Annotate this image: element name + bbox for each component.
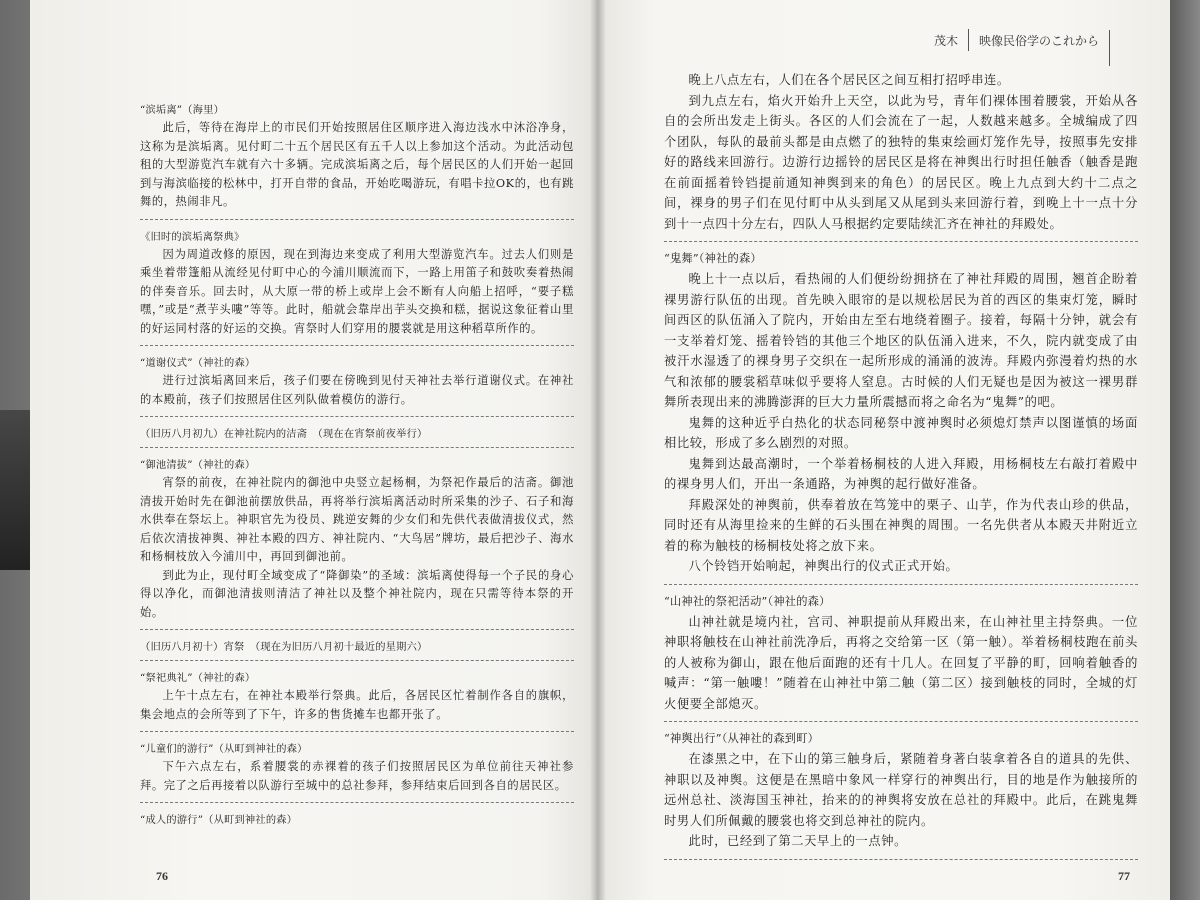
section xyxy=(140,669,574,724)
section-divider xyxy=(664,241,1138,242)
section-heading: “祭祀典礼”（神社的森） xyxy=(140,672,256,684)
book-cover-right xyxy=(1170,0,1200,900)
body-paragraph: 下午六点左右，系着腰裳的赤裸着的孩子们按照居民区为单位前往天神社参拜。完了之后再接着以队游行至城中的总社参拜，参拜结束后回到各自的居民区。 xyxy=(140,760,574,792)
body-paragraph: 鬼舞到达最高潮时，一个举着杨桐枝的人进入拜殿，用杨桐枝左右敲打着殿中的裸身男人们，开出一条通路，为神舆的起行做好准备。 xyxy=(664,456,1138,491)
section-heading: “山神社的祭祀活动”（神社的森） xyxy=(664,594,831,608)
section xyxy=(664,250,1138,577)
section xyxy=(664,70,1138,234)
section xyxy=(140,228,574,339)
running-head xyxy=(934,22,1110,58)
section-divider xyxy=(140,219,574,220)
section-divider xyxy=(140,802,574,803)
section-heading: “成人的游行”（从町到神社的森） xyxy=(140,814,298,826)
section-heading: “儿童们的游行”（从町到神社的森） xyxy=(140,743,308,755)
body-paragraph: 晚上八点左右，人们在各个居民区之间互相打招呼串连。 xyxy=(688,73,1010,87)
section-divider xyxy=(664,584,1138,585)
body-paragraph: 晚上十一点以后，看热闹的人们便纷纷拥挤在了神社拜殿的周围，翘首企盼着裸男游行队伍的出现。首先映入眼帘的是以规松居民为首的西区的集束灯笼，瞬时间西区的队伍涌入了院内，开始由左至右地绕着圈子。接着，每隔十分钟，就会有一支举着灯笼、摇着铃铛的其他三个地区的队伍涌入进来，不久，院内就变成了由被汗水湿透了的裸身男子交织在一起所形成的涌涌的波涛。拜殿内弥漫着灼热的水气和浓郁的腰裳稻草味似乎要将人窒息。古时候的人们无疑也是因为被这一裸男群舞所表现出来的沸腾澎湃的巨大力量所震撼而将之命名为“鬼舞”的吧。 xyxy=(664,272,1138,409)
section xyxy=(140,811,574,826)
section-heading: “鬼舞”（神社的森） xyxy=(664,252,762,265)
left-page-content xyxy=(140,101,574,826)
section xyxy=(140,354,574,409)
section-heading: “滨垢离”（海里） xyxy=(140,104,225,116)
section-heading: “神舆出行”（从神社的森到町） xyxy=(664,732,820,745)
body-paragraph: 在漆黑之中，在下山的第三触身后，紧随着身著白装拿着各自的道具的先供、神职以及神舆。这便是在黑暗中象风一样穿行的神舆出行，目的地是作为触接所的远州总社、淡海国玉神社，抬来的的神舆将安放在总社的拜殿中。此后，在跳鬼舞时男人们所佩戴的腰裳也将交到总神社的院内。 xyxy=(664,752,1138,828)
body-paragraph: 上午十点左右，在神社本殿举行祭典。此后，各居民区忙着制作各自的旗帜，集会地点的会所等到了下午，许多的售货摊车也都开张了。 xyxy=(140,689,574,721)
body-paragraph: 进行过滨垢离回来后，孩子们要在傍晚到见付天神社去举行道谢仪式。在神社的本殿前，孩子们按照居住区列队做着模仿的游行。 xyxy=(140,374,574,406)
section-heading: “御池清拔”（神社的森） xyxy=(140,459,256,471)
section-divider xyxy=(140,345,574,346)
body-paragraph: 此时，已经到了第二天早上的一点钟。 xyxy=(688,834,907,848)
left-page xyxy=(30,0,598,900)
section-divider xyxy=(140,447,574,448)
section xyxy=(140,740,574,795)
section-heading: 《旧时的滨垢离祭典》 xyxy=(140,230,245,243)
section-divider xyxy=(664,721,1138,722)
running-head-title: 映像民俗学のこれから xyxy=(978,33,1099,48)
body-paragraph: 到此为止，现付町全域变成了“降御染”的圣域：滨垢离使得每一个子民的身心得以净化，而御池清拔则清洁了神社以及整个神社院内，现在只需等待本祭的开始。 xyxy=(140,568,574,619)
body-paragraph: 鬼舞的这种近乎白热化的状态同秘祭中渡神舆时必须熄灯禁声以图谨慎的场面相比较，形成了多么剧烈的对照。 xyxy=(664,415,1138,450)
section xyxy=(140,456,574,622)
section-divider xyxy=(140,629,574,630)
section-divider xyxy=(140,660,574,661)
body-paragraph: 此后，等待在海岸上的市民们开始按照居住区顺序进入海边浅水中沐浴净身，这称为是滨垢离。见付町二十五个居民区有五千人以上参加这个活动。为此活动包租的大型游览汽车就有六十多辆。完成滨垢离之后，每个居民区的人们开始一起回到与海滨临接的松林中，打开自带的食品，开始吃喝游玩，有唱卡拉OK的，也有跳舞的，热闹非凡。 xyxy=(140,121,574,208)
body-paragraph: 山神社就是境内社，宫司、神职提前从拜殿出来，在山神社里主持祭典。一位神职将触枝在山神社前洗净后，再将之交给第一区（第一触）。举着杨桐枝跑在前头的人被称为御山，跟在他后面跑的还有十几人。在回复了平静的町，回响着触香的喊声：“第一触嘍！”随着在山神社中第二触（第二区）接到触枝的同时，全城的灯火便要全部熄灭。 xyxy=(664,614,1138,711)
section-divider xyxy=(140,731,574,732)
body-paragraph: 八个铃铛开始响起，神舆出行的仪式正式开始。 xyxy=(688,559,959,573)
section xyxy=(140,101,574,212)
running-head-rule xyxy=(1109,30,1110,66)
running-head-separator xyxy=(968,29,969,51)
section xyxy=(664,593,1138,715)
section xyxy=(664,730,1138,852)
section xyxy=(140,425,574,440)
section-divider xyxy=(140,416,574,417)
section-divider xyxy=(664,859,1138,860)
body-paragraph: 拜殿深处的神舆前，供奉着放在笃笼中的栗子、山芋，作为代表山珍的供品，同时还有从海里捡来的生鲜的石头围在神舆的周围。一名先供者从本殿天井附近立着的称为触枝的杨桐枝处将之放下来。 xyxy=(664,497,1138,553)
page-number-right: 77 xyxy=(1118,869,1130,883)
body-paragraph: 因为周道改修的原因，现在到海边来变成了利用大型游览汽车。过去人们则是乘坐着带篷船从流经见付町中心的今浦川顺流而下，一路上用笛子和鼓吹奏着热闹的伴奏音乐。回去时，从大原一带的桥上或岸上会不断有人向船上招呼，“要子糕嘿，”或是“煮芋头嘍”等等。此时，船就会靠岸出芋头交换和糕，据说这象征着山里的好运同村落的好运的交换。宵祭时人们穿用的腰裳就是用这种稻草所作的。 xyxy=(140,247,574,335)
right-page xyxy=(598,0,1170,900)
section-heading: （旧历八月初十）宵祭 （现在为旧历八月初十最近的星期六） xyxy=(140,641,428,653)
book-spine xyxy=(590,0,606,900)
page-number-left: 76 xyxy=(156,869,168,883)
section xyxy=(140,638,574,653)
running-head-author: 茂木 xyxy=(933,33,958,48)
section-heading: （旧历八月初九）在神社院内的洁斋 （现在在宵祭前夜举行） xyxy=(140,428,428,440)
body-paragraph: 到九点左右，焰火开始升上天空，以此为号，青年们裸体围着腰裳，开始从各自的会所出发走上街头。各区的人们会流在了一起，人数越来越多。全城编成了四个团队，每队的最前头都是由点燃了的独特的集束绘画灯笼作先导，按照事先安排好的路线来回游行。边游行边摇铃的居民区是将在神舆出行时担任触香（触香是跑在前面摇着铃铛提前通知神舆到来的角色）的居民区。晚上九点到大约十二点之间，裸身的男子们在见付町中从头到尾又从尾到头来回游行着，到晚上十一点十分到十一点四十分左右，四队人马根据约定要陆续汇齐在神社的拜殿处。 xyxy=(664,93,1138,231)
section-heading: “道谢仪式”（神社的森） xyxy=(140,357,256,369)
body-paragraph: 宵祭的前夜，在神社院内的御池中央竖立起杨桐，为祭祀作最后的洁斋。御池清拔开始时先在御池前摆放供品，再将举行滨垢离活动时所采集的沙子、石子和海水供奉在祭坛上。神职官先为役员、跳逆安舞的少女们和先供代表做清拔仪式，然后依次清拔神舆、神社本殿的四方、神社院内、“大鸟居”牌坊，最后把沙子、海水和杨桐枝放入今浦川中，再回到御池前。 xyxy=(140,476,574,563)
right-page-content xyxy=(664,70,1138,860)
